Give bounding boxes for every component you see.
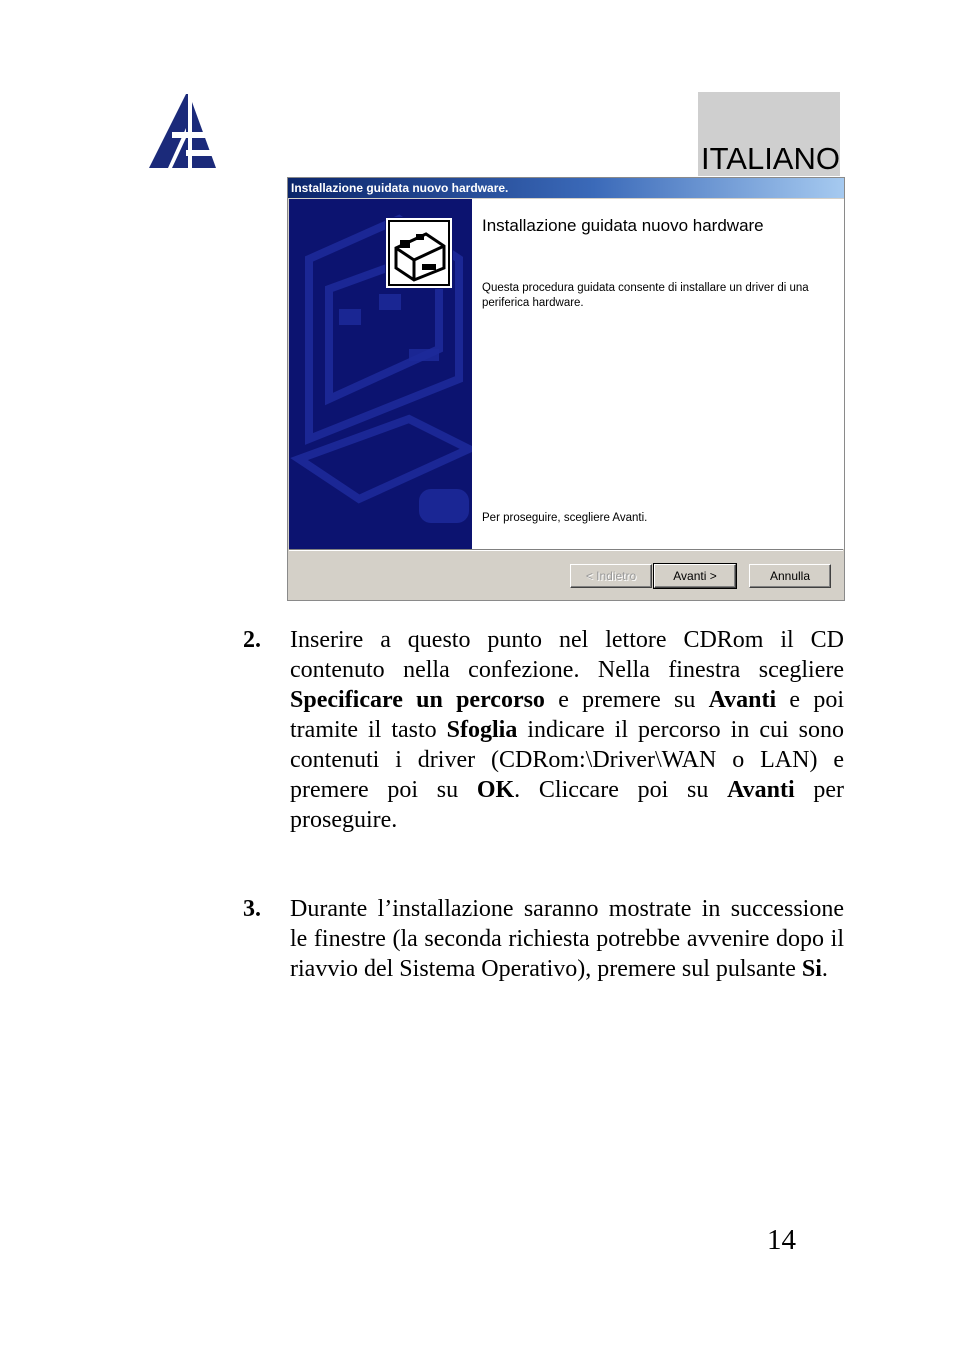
step-text-run: per proseguire.: [290, 777, 845, 833]
dialog-titlebar[interactable]: Installazione guidata nuovo hardware.: [288, 178, 844, 198]
step-item-2: [243, 625, 844, 835]
wizard-continue-note: Per proseguire, scegliere Avanti.: [482, 512, 648, 524]
page-number: 14: [767, 1224, 796, 1256]
back-button[interactable]: < Indietro: [570, 564, 652, 588]
emphasized-term: Si: [801, 956, 822, 982]
dialog-separator: [289, 549, 843, 551]
wizard-heading: Installazione guidata nuovo hardware: [482, 216, 764, 235]
atlantis-logo-icon: [146, 92, 220, 172]
step-text-run: e premere su: [544, 687, 709, 713]
step-number: 3.: [243, 896, 261, 922]
step-text-run: . Cliccare poi su: [514, 777, 728, 803]
language-tab: [698, 92, 840, 176]
wizard-description: Questa procedura guidata consente di installare un driver di una periferica hardware.: [482, 282, 809, 309]
emphasized-term: Specificare un percorso: [290, 687, 545, 713]
wizard-side-panel: [289, 199, 472, 549]
step-text: [290, 894, 844, 984]
step-text-run: .: [821, 956, 828, 982]
step-text-run: Durante l’installazione saranno mostrate in successione le finestre (la seconda richiesta potrebbe avvenire dopo il riavvio del Sistema Operativo), premere sul pulsante: [290, 896, 844, 982]
step-text: [290, 625, 844, 835]
emphasized-term: Avanti: [708, 687, 777, 713]
language-label: ITALIANO: [701, 141, 840, 176]
step-item-3: [243, 894, 844, 984]
hardware-wizard-dialog: [287, 177, 845, 601]
step-text-run: indicare il percorso in cui sono contenuti i driver (CDRom:\Driver\WAN o LAN) e premere poi su: [290, 717, 845, 803]
step-text-run: e poi tramite il tasto: [290, 687, 844, 743]
emphasized-term: Avanti: [727, 777, 795, 803]
step-text-run: Inserire a questo punto nel lettore CDRom il CD contenuto nella confezione. Nella finestra scegliere: [290, 627, 844, 683]
hardware-card-icon: [385, 217, 453, 289]
cancel-button[interactable]: Annulla: [749, 564, 831, 588]
wizard-content-panel: [472, 199, 844, 549]
step-number: 2.: [243, 627, 261, 653]
emphasized-term: OK: [476, 777, 515, 803]
next-button[interactable]: Avanti >: [654, 564, 736, 588]
emphasized-term: Sfoglia: [446, 717, 518, 743]
